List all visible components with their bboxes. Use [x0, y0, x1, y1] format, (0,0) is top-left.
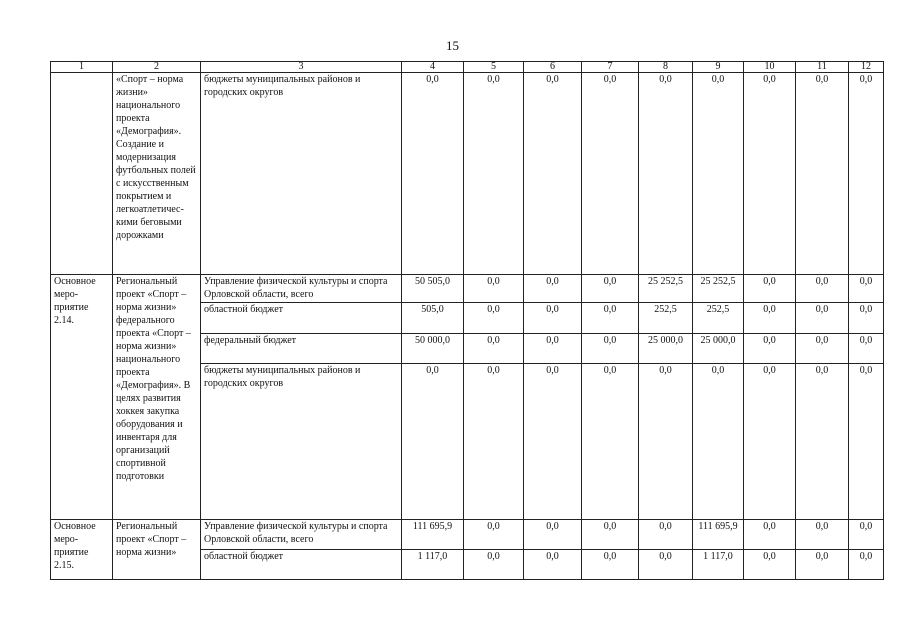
value-cell: 50 505,0: [402, 275, 464, 303]
column-numbers-row: [51, 62, 884, 73]
column-header: 9: [693, 62, 744, 73]
value-cell: 0,0: [464, 334, 524, 364]
value-cell: 0,0: [464, 73, 524, 275]
table-row: [51, 275, 884, 303]
value-cell: 0,0: [849, 303, 884, 334]
value-cell: 25 252,5: [693, 275, 744, 303]
value-cell: 0,0: [582, 334, 639, 364]
value-cell: 0,0: [796, 275, 849, 303]
value-cell: 0,0: [849, 73, 884, 275]
event-number-cell: Основное меро-приятие 2.15.: [51, 520, 113, 580]
value-cell: 0,0: [849, 334, 884, 364]
value-cell: 0,0: [849, 364, 884, 520]
funding-source-cell: бюджеты муниципальных районов и городских округов: [201, 364, 402, 520]
value-cell: 0,0: [524, 275, 582, 303]
value-cell: 0,0: [796, 73, 849, 275]
column-header: 1: [51, 62, 113, 73]
value-cell: 111 695,9: [402, 520, 464, 550]
value-cell: 0,0: [796, 550, 849, 580]
value-cell: 0,0: [464, 364, 524, 520]
value-cell: 0,0: [744, 550, 796, 580]
value-cell: 505,0: [402, 303, 464, 334]
event-description-cell: «Спорт – норма жизни» национального проекта «Демография». Создание и модернизация футбольных полей с искусственным покрытием и легкоатлетичес-кими беговыми дорожками: [113, 73, 201, 275]
column-header: 3: [201, 62, 402, 73]
page-number: 15: [446, 38, 459, 53]
table-row: [51, 520, 884, 550]
column-header: 5: [464, 62, 524, 73]
event-description-cell: Региональный проект «Спорт – норма жизни» федерального проекта «Спорт – норма жизни» национального проекта «Демография». В целях развития хоккея закупка оборудования и инвентаря для организаций спортивной подготовки: [113, 275, 201, 520]
event-number-cell: [51, 73, 113, 275]
event-number-cell: Основное меро-приятие 2.14.: [51, 275, 113, 520]
value-cell: 0,0: [744, 364, 796, 520]
column-header: 11: [796, 62, 849, 73]
value-cell: 0,0: [464, 520, 524, 550]
value-cell: 1 117,0: [402, 550, 464, 580]
value-cell: 0,0: [639, 73, 693, 275]
funding-source-cell: федеральный бюджет: [201, 334, 402, 364]
value-cell: 0,0: [639, 520, 693, 550]
value-cell: 0,0: [582, 73, 639, 275]
column-header: 7: [582, 62, 639, 73]
value-cell: 25 252,5: [639, 275, 693, 303]
funding-source-cell: Управление физической культуры и спорта Орловской области, всего: [201, 520, 402, 550]
value-cell: 0,0: [524, 364, 582, 520]
value-cell: 0,0: [796, 303, 849, 334]
value-cell: 0,0: [582, 364, 639, 520]
value-cell: 0,0: [849, 275, 884, 303]
column-header: 8: [639, 62, 693, 73]
value-cell: 0,0: [464, 275, 524, 303]
value-cell: 0,0: [693, 364, 744, 520]
column-header: 6: [524, 62, 582, 73]
value-cell: 0,0: [464, 303, 524, 334]
value-cell: 50 000,0: [402, 334, 464, 364]
value-cell: 0,0: [639, 550, 693, 580]
value-cell: 0,0: [693, 73, 744, 275]
value-cell: 0,0: [402, 364, 464, 520]
value-cell: 0,0: [582, 303, 639, 334]
funding-table: [50, 61, 884, 580]
value-cell: 0,0: [582, 275, 639, 303]
value-cell: 0,0: [796, 334, 849, 364]
value-cell: 25 000,0: [693, 334, 744, 364]
value-cell: 0,0: [582, 550, 639, 580]
funding-source-cell: Управление физической культуры и спорта Орловской области, всего: [201, 275, 402, 303]
value-cell: 0,0: [524, 303, 582, 334]
value-cell: 0,0: [849, 520, 884, 550]
value-cell: 0,0: [582, 520, 639, 550]
value-cell: 0,0: [402, 73, 464, 275]
column-header: 12: [849, 62, 884, 73]
value-cell: 0,0: [524, 73, 582, 275]
value-cell: 0,0: [639, 364, 693, 520]
value-cell: 0,0: [744, 73, 796, 275]
funding-source-cell: областной бюджет: [201, 550, 402, 580]
value-cell: 25 000,0: [639, 334, 693, 364]
value-cell: 0,0: [524, 550, 582, 580]
value-cell: 0,0: [744, 520, 796, 550]
value-cell: 1 117,0: [693, 550, 744, 580]
column-header: 2: [113, 62, 201, 73]
value-cell: 0,0: [744, 334, 796, 364]
value-cell: 252,5: [639, 303, 693, 334]
value-cell: 0,0: [796, 520, 849, 550]
funding-source-cell: бюджеты муниципальных районов и городских округов: [201, 73, 402, 275]
table-row: [51, 73, 884, 275]
value-cell: 111 695,9: [693, 520, 744, 550]
value-cell: 0,0: [744, 303, 796, 334]
value-cell: 0,0: [464, 550, 524, 580]
value-cell: 0,0: [849, 550, 884, 580]
column-header: 10: [744, 62, 796, 73]
funding-source-cell: областной бюджет: [201, 303, 402, 334]
event-description-cell: Региональный проект «Спорт – норма жизни»: [113, 520, 201, 580]
column-header: 4: [402, 62, 464, 73]
value-cell: 252,5: [693, 303, 744, 334]
value-cell: 0,0: [524, 520, 582, 550]
value-cell: 0,0: [744, 275, 796, 303]
value-cell: 0,0: [796, 364, 849, 520]
value-cell: 0,0: [524, 334, 582, 364]
